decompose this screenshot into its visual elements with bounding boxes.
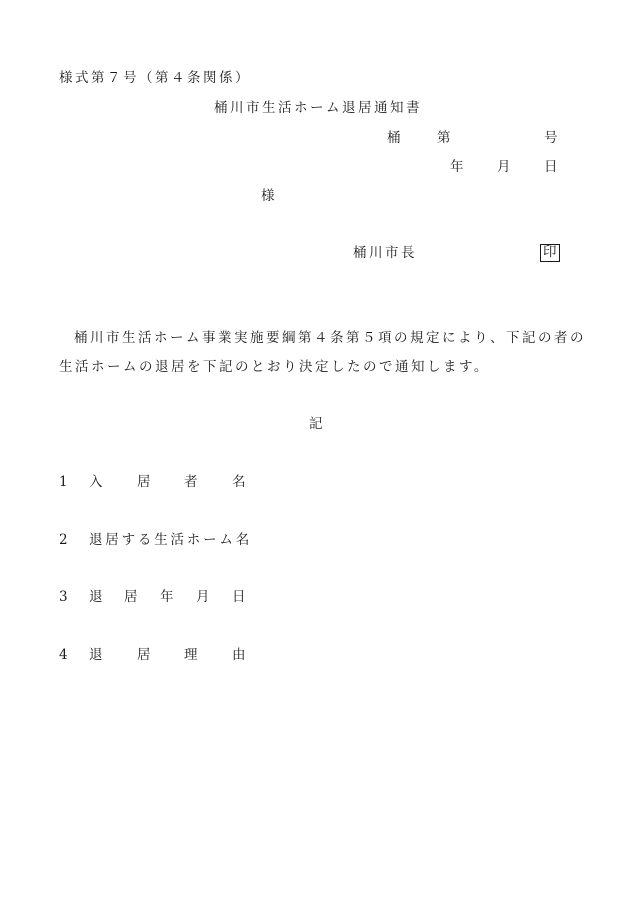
item-label-char: 退 (89, 589, 103, 605)
item-label-char: 者 (184, 474, 198, 490)
item-label-char: 名 (232, 474, 246, 490)
date-month: 月 (497, 159, 511, 175)
item-label-char: 年 (160, 589, 174, 605)
addressee-suffix: 様 (261, 188, 275, 204)
item-label-char: 由 (232, 647, 246, 663)
item-number: 1 (59, 474, 68, 490)
item-label-char: 居 (124, 589, 138, 605)
item-label-char: 日 (232, 589, 246, 605)
issuer-name: 桶川市長 (353, 245, 417, 261)
item-label: 退居する生活ホーム名 (89, 532, 252, 548)
doc-number-dai: 第 (437, 130, 451, 146)
form-number: 様式第７号（第４条関係） (59, 70, 251, 86)
item-label-char: 入 (89, 474, 103, 490)
item-label-char: 理 (184, 647, 198, 663)
document-title: 桶川市生活ホーム退居通知書 (214, 100, 422, 116)
item-label-char: 退 (89, 647, 103, 663)
item-number: 3 (59, 589, 68, 605)
item-label-char: 居 (137, 474, 151, 490)
date-day: 日 (544, 159, 558, 175)
body-line-1: 桶川市生活ホーム事業実施要綱第４条第５項の規定により、下記の者の (74, 330, 586, 346)
body-line-2: 生活ホームの退居を下記のとおり決定したので通知します。 (59, 359, 490, 375)
seal-mark: 印 (540, 244, 560, 262)
ki-heading: 記 (309, 416, 323, 432)
doc-number-go: 号 (544, 130, 558, 146)
item-label-char: 居 (137, 647, 151, 663)
item-number: 4 (59, 647, 68, 663)
doc-number-prefix: 桶 (387, 130, 401, 146)
item-label-char: 月 (196, 589, 210, 605)
item-number: 2 (59, 532, 68, 548)
seal-box (540, 244, 560, 262)
date-year: 年 (450, 159, 464, 175)
